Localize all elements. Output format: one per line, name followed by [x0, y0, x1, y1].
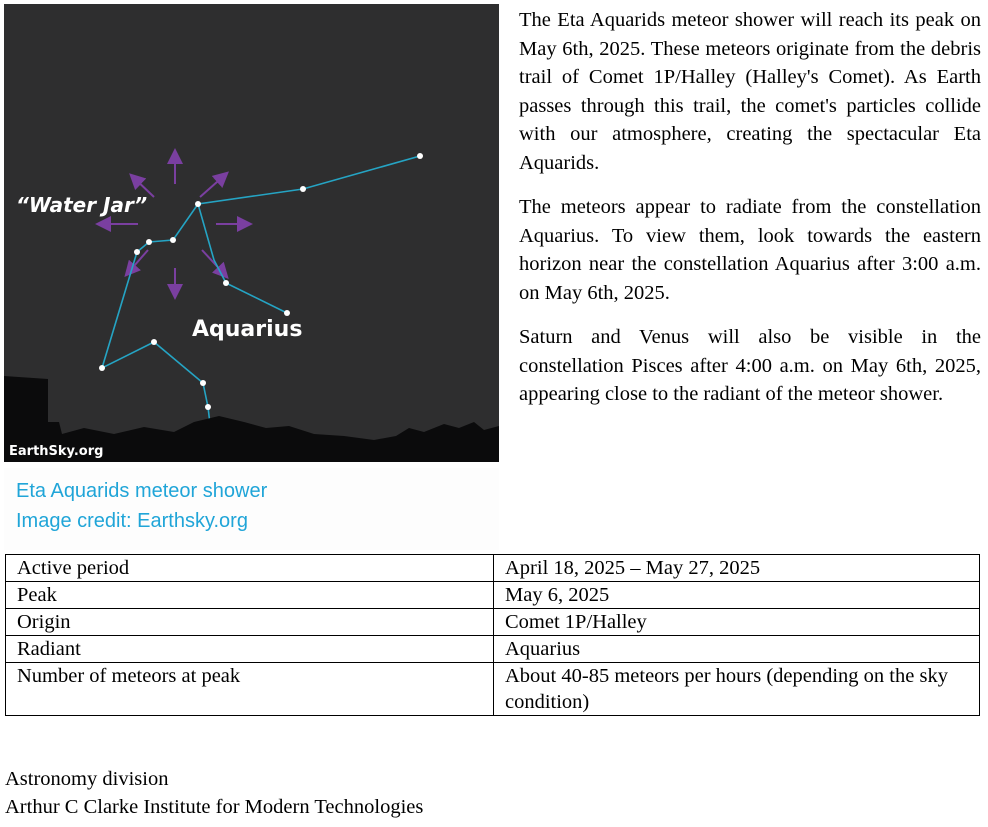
caption-title: Eta Aquarids meteor shower: [16, 480, 268, 502]
water-jar-label: “Water Jar”: [16, 193, 148, 217]
meteor-info-table: [5, 554, 980, 716]
table-cell-value: Comet 1P/Halley: [494, 609, 980, 636]
table-cell-label: Peak: [6, 582, 494, 609]
table-cell-label: Radiant: [6, 636, 494, 663]
star-chart-image: [4, 4, 499, 462]
table-row: [6, 636, 980, 663]
paragraph: The meteors appear to radiate from the constellation Aquarius. To view them, look towards the eastern horizon near the constellation Aquarius after 3:00 a.m. on May 6th, 2025.: [519, 196, 981, 304]
table-row: [6, 609, 980, 636]
paragraph: Saturn and Venus will also be visible in the constellation Pisces after 4:00 a.m. on May 6th, 2025, appearing close to the radiant of the meteor shower.: [519, 326, 981, 405]
article-text: [519, 6, 981, 425]
constellation-lines: [102, 156, 420, 424]
table-row: [6, 582, 980, 609]
table-cell-label: Active period: [6, 555, 494, 582]
table-cell-value: Aquarius: [494, 636, 980, 663]
image-caption: [4, 468, 499, 550]
constellation-diagram: [4, 4, 499, 462]
table-row: [6, 555, 980, 582]
table-row: [6, 663, 980, 716]
footer-division: Astronomy division: [5, 768, 169, 790]
caption-credit: Image credit: Earthsky.org: [16, 510, 248, 532]
footer-institute: Arthur C Clarke Institute for Modern Technologies: [5, 796, 424, 818]
table-cell-value: May 6, 2025: [494, 582, 980, 609]
table-cell-label: Number of meteors at peak: [6, 663, 494, 716]
table-cell-value: About 40-85 meteors per hours (depending on the sky condition): [494, 663, 980, 716]
table-cell-label: Origin: [6, 609, 494, 636]
table-cell-value: April 18, 2025 – May 27, 2025: [494, 555, 980, 582]
footer: [5, 765, 423, 821]
paragraph: The Eta Aquarids meteor shower will reach its peak on May 6th, 2025. These meteors originate from the debris trail of Comet 1P/Halley (Halley's Comet). As Earth passes through this trail, the comet's particles collide with our atmosphere, creating the spectacular Eta Aquarids.: [519, 9, 981, 174]
earthsky-watermark: EarthSky.org: [9, 444, 104, 459]
aquarius-label: Aquarius: [192, 317, 303, 342]
radiant-arrows: [99, 152, 249, 296]
